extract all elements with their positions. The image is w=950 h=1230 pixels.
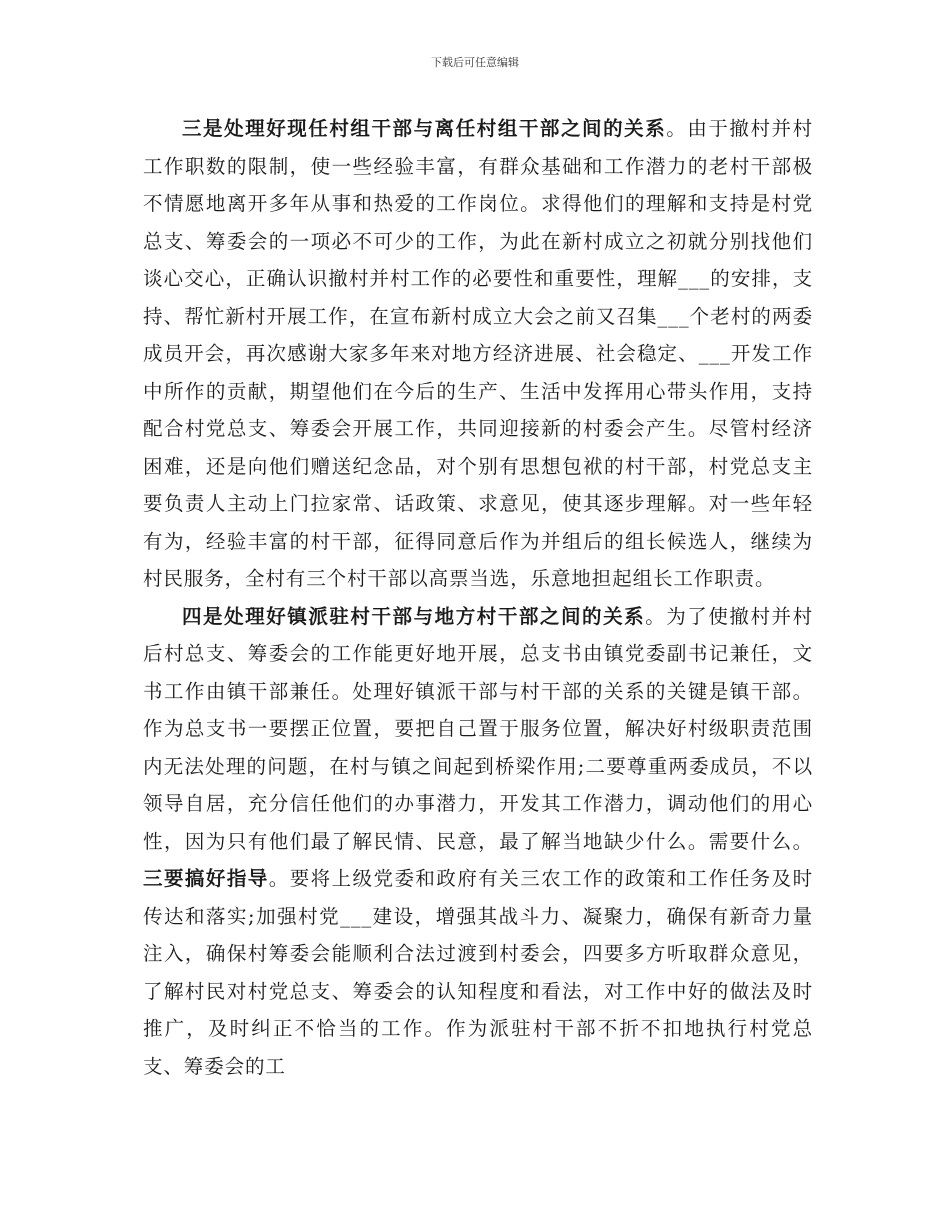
document-body: [143, 110, 813, 1085]
paragraph-four-subheading: 三要搞好指导: [143, 867, 269, 890]
paragraph-four-text-before: 。为了使撤村并村后村总支、筹委会的工作能更好地开展，总支书由镇党委副书记兼任，文书工作由镇干部兼任。处理好镇派干部与村干部的关系的关键是镇干部。作为总支书一要摆正位置，要把自己置于服务位置，解决好村级职责范围内无法处理的问题，在村与镇之间起到桥梁作用;二要尊重两委成员，不以领导自居，充分信任他们的办事潜力，开发其工作潜力，调动他们的用心性，因为只有他们最了解民情、民意，最了解当地缺少什么。需要什么。: [143, 604, 813, 853]
paragraph-four-text-after: 。要将上级党委和政府有关三农工作的政策和工作任务及时传达和落实;加强村党___建设，增强其战斗力、凝聚力，确保有新奇力量注入，确保村筹委会能顺利合法过渡到村委会，四要多方听取群众意见，了解村民对村党总支、筹委会的认知程度和看法，对工作中好的做法及时推广，及时纠正不恰当的工作。作为派驻村干部不折不扣地执行村党总支、筹委会的工: [143, 867, 813, 1078]
paragraph-four-heading: 四是处理好镇派驻村干部与地方村干部之间的关系: [182, 604, 646, 628]
paragraph-three-heading: 三是处理好现任村组干部与离任村组干部之间的关系: [182, 117, 667, 140]
paragraph-four: [143, 598, 813, 1086]
paragraph-three: [143, 110, 813, 598]
paragraph-three-text: 。由于撤村并村工作职数的限制，使一些经验丰富，有群众基础和工作潜力的老村干部极不情愿地离开多年从事和热爱的工作岗位。求得他们的理解和支持是村党总支、筹委会的一项必不可少的工作，为此在新村成立之初就分别找他们谈心交心，正确认识撤村并村工作的必要性和重要性，理解___的安排，支持、帮忙新村开展工作，在宣布新村成立大会之前又召集___个老村的两委成员开会，再次感谢大家多年来对地方经济进展、社会稳定、___开发工作中所作的贡献，期望他们在今后的生产、生活中发挥用心带头作用，支持配合村党总支、筹委会开展工作，共同迎接新的村委会产生。尽管村经济困难，还是向他们赠送纪念品，对个别有思想包袱的村干部，村党总支主要负责人主动上门拉家常、话政策、求意见，使其逐步理解。对一些年轻有为，经验丰富的村干部，征得同意后作为并组后的组长候选人，继续为村民服务，全村有三个村干部以高票当选，乐意地担起组长工作职责。: [143, 117, 813, 590]
page-header: 下载后可任意编辑: [431, 56, 519, 69]
